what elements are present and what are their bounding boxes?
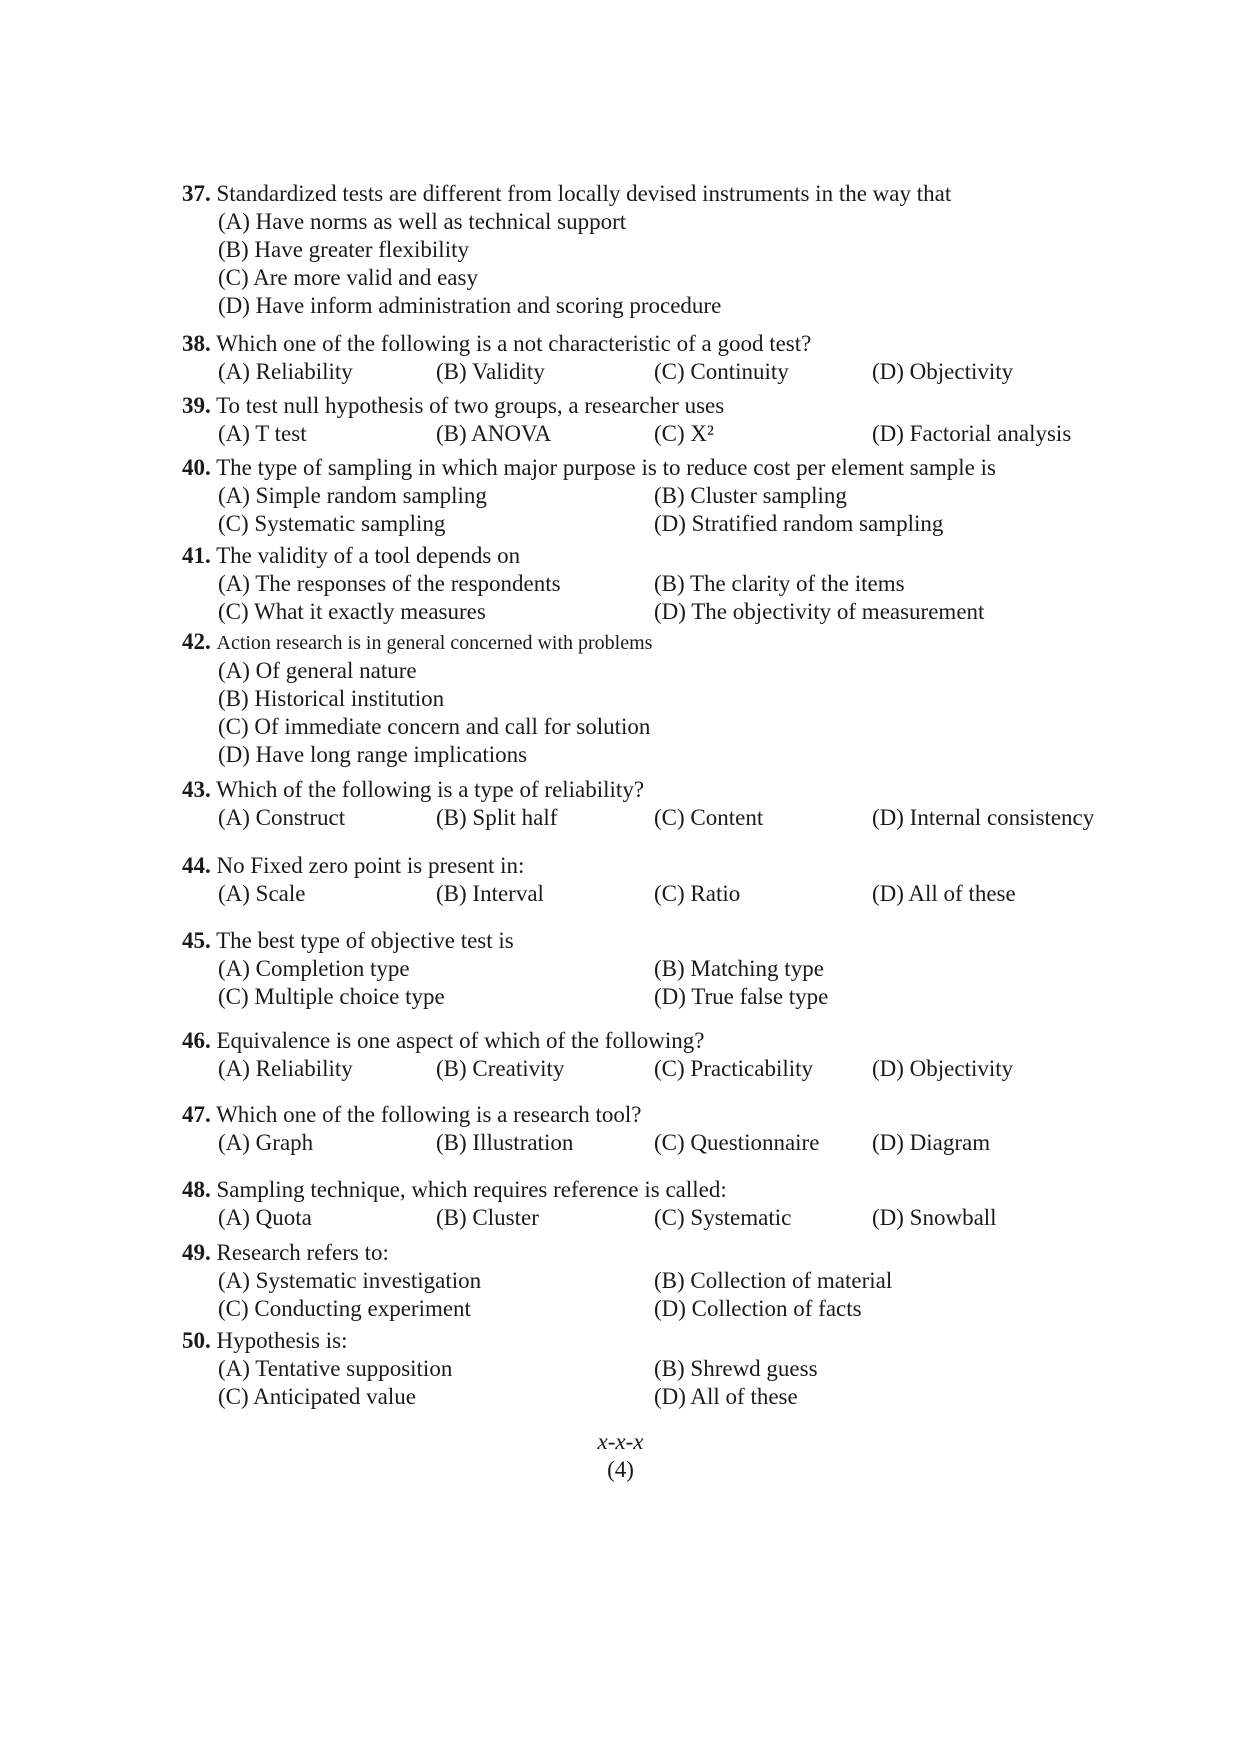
question-stem [182,542,1162,570]
question-stem [182,180,1162,208]
question-text: Which one of the following is a research tool? [216,1102,642,1127]
question-text: Standardized tests are different from locally devised instruments in the way that [216,181,952,206]
options-row [218,420,1162,448]
question-39 [182,392,1162,448]
option-b: (B) ANOVA [436,421,552,446]
option-b: (B) Interval [436,881,544,906]
end-mark: x-x-x [597,1429,644,1454]
option-d: (D) Have inform administration and scoring procedure [218,293,722,318]
options-list [218,1204,1162,1232]
option-a: (A) Simple random sampling [218,483,487,508]
question-number: 42. [182,629,211,654]
question-stem [182,1101,1162,1129]
option-a: (A) Systematic investigation [218,1268,482,1293]
option-b: (B) Collection of material [654,1268,893,1293]
question-number: 40. [182,455,211,480]
question-text: To test null hypothesis of two groups, a researcher uses [216,393,725,418]
options-row [218,1383,1162,1411]
question-stem [182,454,1162,482]
question-text: Hypothesis is: [216,1328,348,1353]
options-row [218,804,1162,832]
option-d: (D) The objectivity of measurement [654,599,985,624]
options-row [218,880,1162,908]
options-row [218,1055,1162,1083]
question-40 [182,454,1162,538]
question-text: The type of sampling in which major purpose is to reduce cost per element sample is [216,455,996,480]
option-b: (B) Creativity [436,1056,565,1081]
options-list [218,955,1162,1011]
option-c: (C) Continuity [654,359,789,384]
option-a: (A) The responses of the respondents [218,571,561,596]
question-text: No Fixed zero point is present in: [216,853,525,878]
question-number: 50. [182,1328,211,1353]
option-d: (D) Stratified random sampling [654,511,944,536]
option-b: (B) Have greater flexibility [218,237,469,262]
question-stem [182,1176,1162,1204]
option-b: (B) Split half [436,805,558,830]
option-a: (A) Quota [218,1205,312,1230]
question-number: 39. [182,393,211,418]
question-42 [182,628,1162,769]
option-a: (A) Graph [218,1130,314,1155]
options-list [218,657,1162,769]
option-c: (C) Systematic sampling [218,511,446,536]
options-list [218,880,1162,908]
options-list [218,358,1162,386]
option-a: (A) T test [218,421,307,446]
question-number: 45. [182,928,211,953]
option-a: (A) Of general nature [218,658,417,683]
question-text: Equivalence is one aspect of which of the following? [216,1028,705,1053]
option-d: (D) Objectivity [872,359,1014,384]
question-number: 37. [182,181,211,206]
options-list [218,570,1162,626]
question-number: 46. [182,1028,211,1053]
option-c: (C) Content [654,805,764,830]
option-b: (B) Validity [436,359,545,384]
option-a: (A) Scale [218,881,306,906]
options-row [218,1355,1162,1383]
options-row [218,598,1162,626]
option-c: (C) Anticipated value [218,1384,416,1409]
option-d: (D) All of these [872,881,1016,906]
options-list [218,1055,1162,1083]
option-c: (C) Are more valid and easy [218,265,478,290]
options-list [218,420,1162,448]
option-b: (B) The clarity of the items [654,571,905,596]
options-row [218,1129,1162,1157]
option-c: (C) Systematic [654,1205,792,1230]
option-d: (D) Collection of facts [654,1296,862,1321]
option-c: (C) Of immediate concern and call for solution [218,714,651,739]
options-list [218,1267,1162,1323]
page-number: (4) [607,1457,634,1482]
option-d: (D) Diagram [872,1130,991,1155]
question-text: Which one of the following is a not characteristic of a good test? [216,331,812,356]
options-row [218,1267,1162,1295]
option-c: (C) Ratio [654,881,741,906]
option-d: (D) Objectivity [872,1056,1014,1081]
question-46 [182,1027,1162,1083]
question-text: Action research is in general concerned with problems [216,632,653,654]
question-stem [182,1327,1162,1355]
question-text: Research refers to: [216,1240,389,1265]
option-b: (B) Matching type [654,956,824,981]
option-c: (C) Practicability [654,1056,814,1081]
option-d: (D) True false type [654,984,829,1009]
question-number: 44. [182,853,211,878]
option-c: (C) What it exactly measures [218,599,486,624]
question-text: Sampling technique, which requires reference is called: [216,1177,727,1202]
option-a: (A) Completion type [218,956,410,981]
question-45 [182,927,1162,1011]
question-stem [182,1027,1162,1055]
question-37 [182,180,1162,320]
options-list [218,1129,1162,1157]
options-list [218,208,1162,320]
question-stem [182,330,1162,358]
question-43 [182,776,1162,832]
question-number: 49. [182,1240,211,1265]
option-a: (A) Reliability [218,359,353,384]
options-list [218,1355,1162,1411]
question-41 [182,542,1162,626]
question-stem [182,776,1162,804]
question-number: 41. [182,543,211,568]
question-number: 43. [182,777,211,802]
option-d: (D) Have long range implications [218,742,528,767]
question-number: 48. [182,1177,211,1202]
option-d: (D) All of these [654,1384,798,1409]
question-38 [182,330,1162,386]
option-c: (C) Questionnaire [654,1130,820,1155]
options-row [218,570,1162,598]
question-stem [182,628,1162,657]
question-47 [182,1101,1162,1157]
option-a: (A) Have norms as well as technical support [218,209,627,234]
options-row [218,482,1162,510]
question-49 [182,1239,1162,1323]
page-footer [0,1428,1241,1484]
option-c: (C) Conducting experiment [218,1296,471,1321]
options-row [218,358,1162,386]
question-stem [182,392,1162,420]
option-c: (C) X² [654,421,714,446]
question-48 [182,1176,1162,1232]
question-text: Which of the following is a type of reliability? [216,777,645,802]
option-b: (B) Cluster sampling [654,483,847,508]
question-stem [182,852,1162,880]
options-row [218,510,1162,538]
option-d: (D) Factorial analysis [872,421,1072,446]
options-row [218,955,1162,983]
options-list [218,804,1162,832]
option-d: (D) Internal consistency [872,805,1095,830]
option-a: (A) Construct [218,805,346,830]
question-text: The validity of a tool depends on [216,543,521,568]
option-c: (C) Multiple choice type [218,984,445,1009]
question-stem [182,927,1162,955]
option-b: (B) Historical institution [218,686,445,711]
option-b: (B) Illustration [436,1130,574,1155]
question-50 [182,1327,1162,1411]
option-d: (D) Snowball [872,1205,997,1230]
option-b: (B) Cluster [436,1205,539,1230]
options-list [218,482,1162,538]
option-a: (A) Tentative supposition [218,1356,453,1381]
question-number: 47. [182,1102,211,1127]
options-row [218,1204,1162,1232]
option-a: (A) Reliability [218,1056,353,1081]
question-text: The best type of objective test is [216,928,514,953]
options-row [218,983,1162,1011]
question-44 [182,852,1162,908]
options-row [218,1295,1162,1323]
question-stem [182,1239,1162,1267]
question-number: 38. [182,331,211,356]
option-b: (B) Shrewd guess [654,1356,818,1381]
